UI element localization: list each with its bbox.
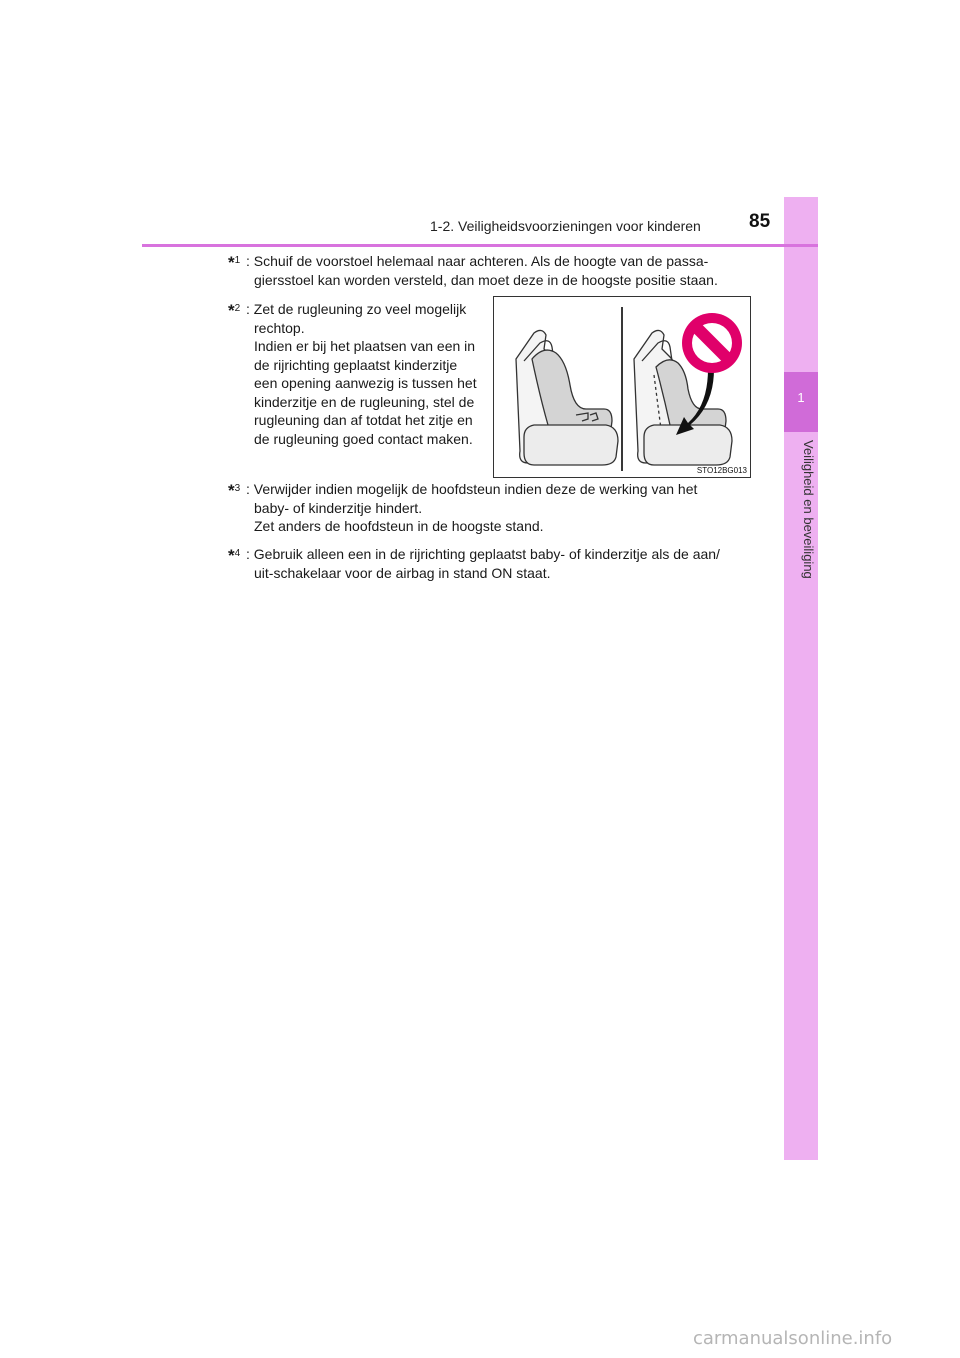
note-marker: *$^3$ (228, 481, 241, 500)
note-1 (228, 252, 746, 289)
section-header: 1-2. Veiligheidsvoorzieningen voor kinderen (430, 218, 701, 234)
seat-illustration-svg (494, 297, 750, 477)
note-marker: *$^1$ (228, 253, 241, 272)
note-3 (228, 480, 746, 536)
note-text: : Schuif de voorstoel helemaal naar achteren. Als de hoogte van de passa- giersstoel kan worden versteld, dan moet deze in de hoogste positie staan. (246, 253, 718, 288)
prohibited-icon (682, 313, 742, 373)
note-text: : Verwijder indien mogelijk de hoofdsteun indien deze de werking van het baby- of kinderzitje hindert. Zet anders de hoofdsteun in de hoogste stand. (246, 481, 698, 534)
note-marker: *$^2$ (228, 301, 241, 320)
chapter-number: 1 (797, 390, 805, 405)
seat-illustration (493, 296, 751, 478)
note-text: : Zet de rugleuning zo veel mogelijk rechtop. Indien er bij het plaatsen van een in de rijrichting geplaatst kinderzitje een opening aanwezig is tussen het kinderzitje en de rugleuning, stel de rugleuning dan af totdat het zitje en de rugleuning goed contact maken. (246, 301, 477, 447)
note-4 (228, 545, 746, 582)
chapter-title: Veiligheid en beveiliging (801, 440, 816, 579)
side-tab (784, 197, 818, 1160)
footer-watermark: carmanualsonline.info (693, 1328, 893, 1349)
note-text: : Gebruik alleen een in de rijrichting geplaatst baby- of kinderzitje als de aan/ uit-schakelaar voor de airbag in stand ON staat. (246, 546, 720, 581)
header-rule (142, 244, 818, 247)
figure-code: STO12BG013 (696, 466, 747, 475)
note-2 (228, 300, 482, 448)
page-number: 85 (749, 211, 771, 232)
car-seat-correct-icon (516, 330, 618, 465)
note-marker: *$^4$ (228, 546, 241, 565)
